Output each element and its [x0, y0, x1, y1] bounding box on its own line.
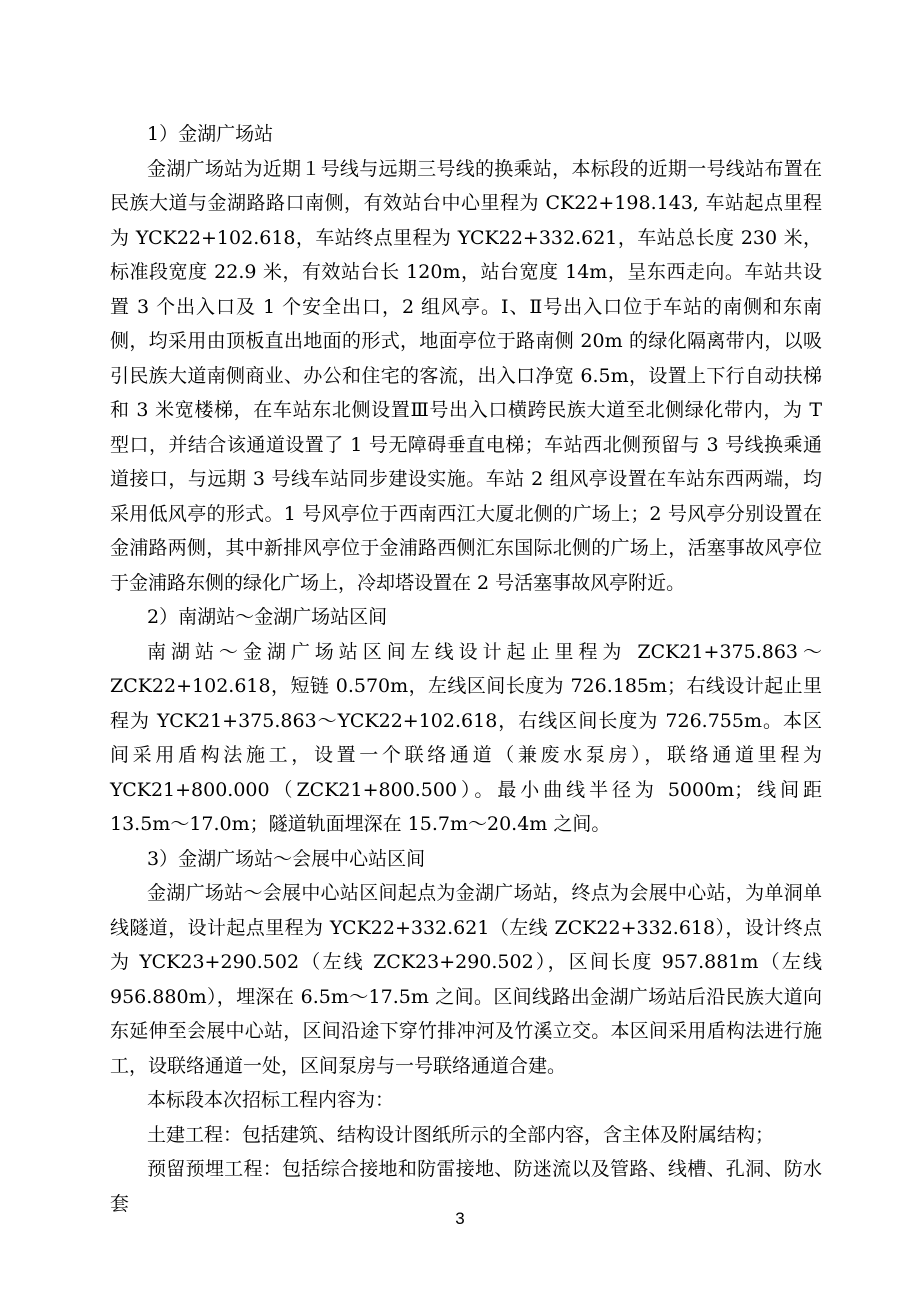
page-number: 3 [455, 1209, 465, 1228]
paragraph-jinhu-to-convention-interval: 金湖广场站～会展中心站区间起点为金湖广场站，终点为会展中心站，为单洞单线隧道，设计起点里程为 YCK22+332.621（左线 ZCK22+332.618），设计终点为 YCK23+290.502（左线 ZCK23+290.502），区间长度 957.881m（左线 956.880m），埋深在 6.5m～17.5m 之间。区间线路出金湖广场站后沿民族大道向东延伸至会展中心站，区间沿途下穿竹排冲河及竹溪立交。本区间采用盾构法进行施工，设联络通道一处，区间泵房与一号联络通道合建。 [110, 882, 822, 1077]
section-heading-jinhu-square-station: 1）金湖广场站 [147, 123, 274, 145]
section-heading-nanhu-to-jinhu-interval: 2）南湖站～金湖广场站区间 [147, 606, 388, 628]
paragraph-tender-scope-intro: 本标段本次招标工程内容为： [147, 1089, 395, 1111]
paragraph-nanhu-to-jinhu-interval: 南湖站～金湖广场站区间左线设计起止里程为 ZCK21+375.863～ZCK22+102.618，短链 0.570m，左线区间长度为 726.185m；右线设计起止里程为 YCK21+375.863～YCK22+102.618，右线区间长度为 726.755m。本区间采用盾构法施工，设置一个联络通道（兼废水泵房），联络通道里程为 YCK21+800.000（ZCK21+800.500）。最小曲线半径为 5000m；线间距 13.5m～17.0m；隧道轨面埋深在 15.7m～20.4m 之间。 [110, 640, 822, 835]
document-body [110, 117, 822, 1221]
paragraph-civil-works: 土建工程：包括建筑、结构设计图纸所示的全部内容，含主体及附属结构； [147, 1123, 775, 1146]
paragraph-jinhu-square-station: 金湖广场站为近期１号线与远期三号线的换乘站，本标段的近期一号线站布置在民族大道与金湖路路口南侧，有效站台中心里程为 CK22+198.143, 车站起点里程为 YCK22+102.618，车站终点里程为 YCK22+332.621，车站总长度 230 米，标准段宽度 22.9 米，有效站台长 120m，站台宽度 14m，呈东西走向。车站共设置 3 个出入口及 1 个安全出口，2 组风亭。Ⅰ、Ⅱ号出入口位于车站的南侧和东南侧，均采用由顶板直出地面的形式，地面亭位于路南侧 20m 的绿化隔离带内，以吸引民族大道南侧商业、办公和住宅的客流，出入口净宽 6.5m，设置上下行自动扶梯和 3 米宽楼梯，在车站东北侧设置Ⅲ号出入口横跨民族大道至北侧绿化带内，为 T 型口，并结合该通道设置了 1 号无障碍垂直电梯；车站西北侧预留与 3 号线换乘通道接口，与远期 3 号线车站同步建设实施。车站 2 组风亭设置在车站东西两端，均采用低风亭的形式。1 号风亭位于西南西江大厦北侧的广场上；2 号风亭分别设置在金浦路两侧，其中新排风亭位于金浦路西侧汇东国际北侧的广场上，活塞事故风亭位于金浦路东侧的绿化广场上，冷却塔设置在 2 号活塞事故风亭附近。 [110, 157, 822, 594]
paragraph-embedded-works: 预留预埋工程：包括综合接地和防雷接地、防迷流以及管路、线槽、孔洞、防水套 [110, 1158, 822, 1215]
section-heading-jinhu-to-convention-interval: 3）金湖广场站～会展中心站区间 [147, 847, 426, 870]
